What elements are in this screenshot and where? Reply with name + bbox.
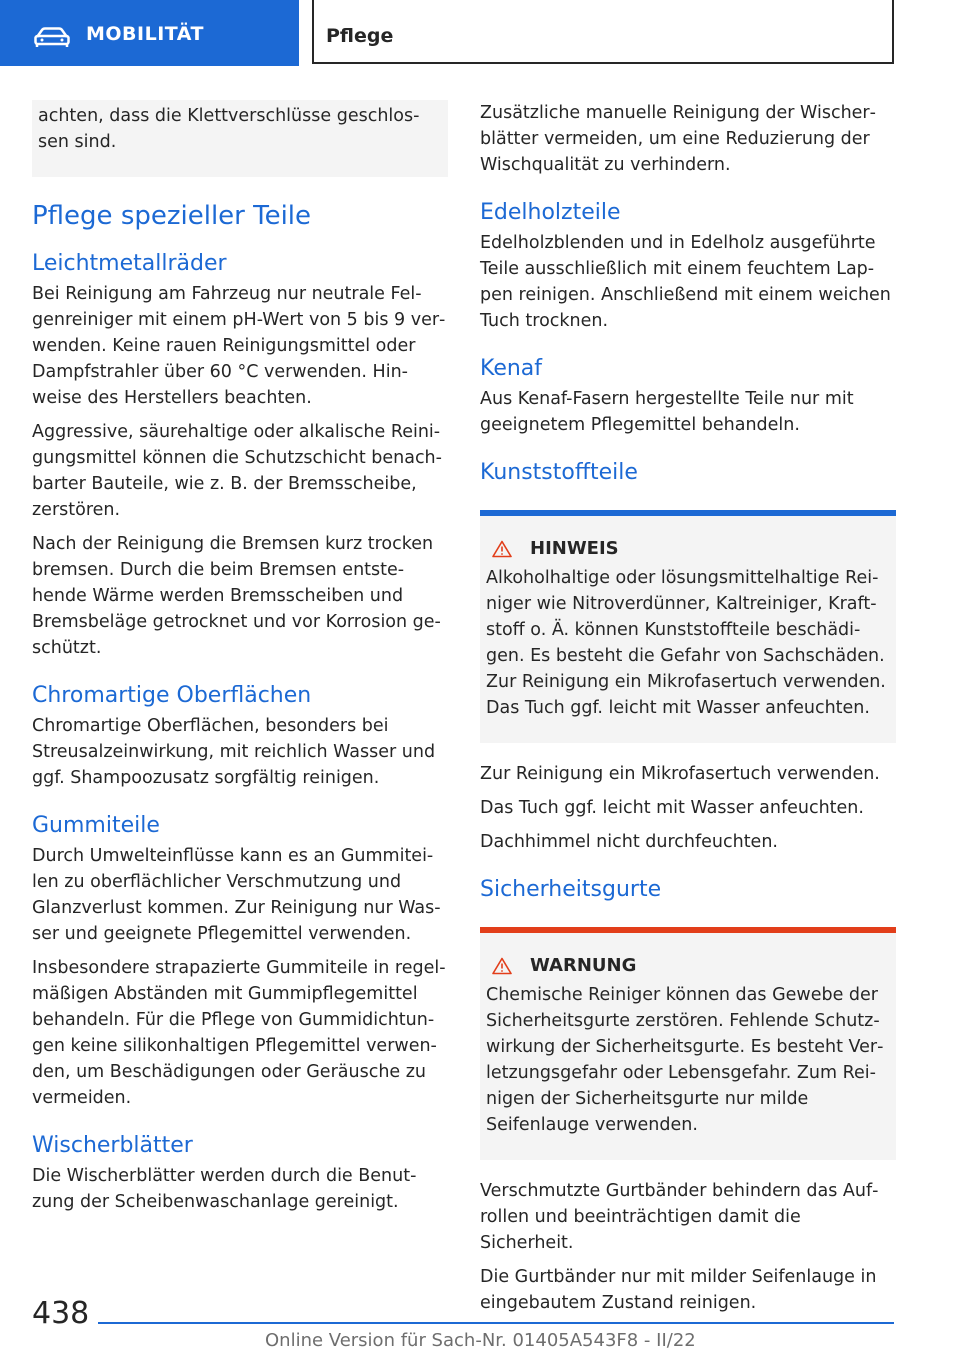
warning-title: WARNUNG bbox=[530, 955, 637, 976]
page-header bbox=[0, 0, 960, 66]
left-column bbox=[32, 100, 448, 1223]
heading-wood-parts: Edelholzteile bbox=[480, 200, 621, 225]
heading-alloy-wheels: Leichtmetallräder bbox=[32, 251, 227, 276]
paragraph: Insbesondere strapazierte Gummiteile in regel‐ mäßigen Abständen mit Gummipflegemittel behandeln. Für die Pflege von Gummidichtun‐ gen keine silikonhaltigen Pflegemittel verwen‐ den, um Beschädigungen oder Geräusche zu vermeiden. bbox=[32, 958, 446, 1108]
section-tab[interactable] bbox=[0, 0, 299, 66]
paragraph: Das Tuch ggf. leicht mit Wasser anfeuchten. bbox=[480, 798, 864, 818]
carryover-text: Zusätzliche manuelle Reinigung der Wischer‐ blätter vermeiden, um eine Reduzierung der Wischqualität zu verhindern. bbox=[480, 103, 876, 175]
warning-box bbox=[480, 927, 896, 1160]
notice-title: HINWEIS bbox=[530, 538, 619, 559]
notice-text: Alkoholhaltige oder lösungsmittelhaltige Rei‐ niger wie Nitroverdünner, Kaltreiniger, Kraft‐ stoff o. Ä. können Kunststoffteile beschädi‐ gen. Es besteht die Gefahr von Sachschäden. Zur Reinigung ein Mikrofasertuch verwenden. Das Tuch ggf. leicht mit Wasser anfeuchten. bbox=[486, 568, 886, 718]
heading-plastic-parts: Kunststoffteile bbox=[480, 460, 638, 485]
notice-box bbox=[480, 510, 896, 743]
paragraph: Aggressive, säurehaltige oder alkalische Reini‐ gungsmittel können die Schutzschicht benach‐ barter Bauteile, wie z. B. der Bremsscheibe, zerstören. bbox=[32, 422, 442, 520]
warning-triangle-icon bbox=[492, 540, 512, 558]
paragraph: Durch Umwelteinflüsse kann es an Gummitei‐ len zu oberflächlicher Verschmutzung und Glanzverlust kommen. Zur Reinigung nur Was‐ ser und geeignete Pflegemittel verwenden. bbox=[32, 846, 441, 944]
paragraph: Dachhimmel nicht durchfeuchten. bbox=[480, 832, 778, 852]
heading-chrome-surfaces: Chromartige Oberflächen bbox=[32, 683, 312, 708]
warning-text: Chemische Reiniger können das Gewebe der Sicherheitsgurte zerstören. Fehlende Schutz‐ wirkung der Sicherheitsgurte. Es besteht Ver‐ letzungsgefahr oder Lebensgefahr. Zum Rei‐ nigen der Sicherheitsgurte nur milde Seifenlauge verwenden. bbox=[486, 985, 884, 1135]
page-number: 438 bbox=[32, 1296, 90, 1331]
paragraph: Zur Reinigung ein Mikrofasertuch verwenden. bbox=[480, 764, 880, 784]
paragraph: Verschmutzte Gurtbänder behindern das Auf‐ rollen und beeinträchtigen damit die Sicherheit. bbox=[480, 1181, 879, 1253]
paragraph: Die Wischerblätter werden durch die Benut‐ zung der Scheibenwaschanlage gereinigt. bbox=[32, 1166, 417, 1212]
heading-kenaf: Kenaf bbox=[480, 356, 543, 381]
footer-rule bbox=[98, 1322, 894, 1324]
car-icon bbox=[34, 27, 70, 47]
warning-header bbox=[486, 955, 890, 976]
carryover-text: achten, dass die Klettverschlüsse geschlos‐ sen sind. bbox=[38, 106, 420, 152]
paragraph: Nach der Reinigung die Bremsen kurz trocken bremsen. Durch die beim Bremsen entste‐ hende Wärme werden Bremsscheiben und Bremsbeläge getrocknet und vor Korrosion ge‐ schützt. bbox=[32, 534, 441, 658]
paragraph: Aus Kenaf-Fasern hergestellte Teile nur mit geeignetem Pflegemittel behandeln. bbox=[480, 389, 854, 435]
carryover-box bbox=[32, 100, 448, 177]
paragraph: Bei Reinigung am Fahrzeug nur neutrale Fel‐ genreiniger mit einem pH-Wert von 5 bis 9 ver‐ wenden. Keine rauen Reinigungsmittel oder Dampfstrahler über 60 °C verwenden. Hin‐ weise des Herstellers beachten. bbox=[32, 284, 446, 408]
heading-wiper-blades: Wischerblätter bbox=[32, 1133, 193, 1158]
chapter-title-box bbox=[312, 0, 894, 64]
paragraph: Edelholzblenden und in Edelholz ausgeführte Teile ausschließlich mit einem feuchtem Lap‐ pen reinigen. Anschließend mit einem weichen Tuch trocknen. bbox=[480, 233, 891, 331]
warning-triangle-icon bbox=[492, 957, 512, 975]
right-column bbox=[480, 100, 896, 1324]
paragraph: Die Gurtbänder nur mit milder Seifenlauge in eingebautem Zustand reinigen. bbox=[480, 1267, 877, 1313]
heading-rubber-parts: Gummiteile bbox=[32, 813, 160, 838]
paragraph: Chromartige Oberflächen, besonders bei Streusalzeinwirkung, mit reichlich Wasser und ggf. Shampoozusatz sorgfältig reinigen. bbox=[32, 716, 436, 788]
main-heading: Pflege spezieller Teile bbox=[32, 201, 312, 231]
online-version-link[interactable]: Online Version für Sach-Nr. 01405A543F8 - II/22 bbox=[265, 1330, 696, 1351]
section-label: MOBILITÄT bbox=[86, 23, 204, 45]
heading-seat-belts: Sicherheitsgurte bbox=[480, 877, 662, 902]
notice-header bbox=[486, 538, 890, 559]
chapter-title: Pflege bbox=[326, 25, 394, 47]
